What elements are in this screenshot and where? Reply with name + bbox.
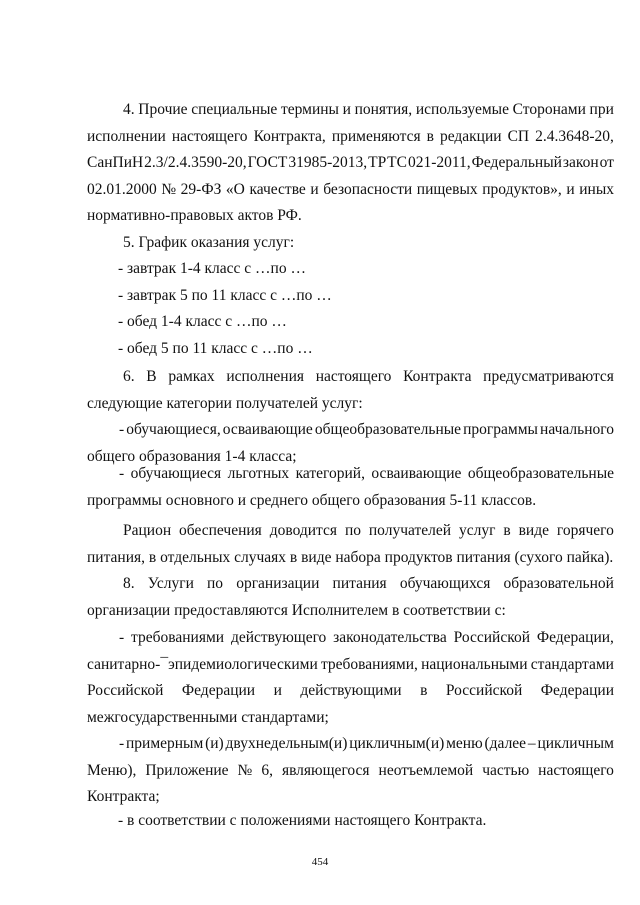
paragraph-8-line-2: организации предоставляются Исполнителем в соответствии с: [87, 601, 506, 619]
schedule-item: - завтрак 5 по 11 класс с …по … [118, 286, 332, 304]
paragraph-6b [87, 461, 614, 514]
paragraph-8b-line-2: Меню), Приложение № 6, являющегося неотъемлемой частью настоящего [87, 761, 614, 779]
schedule-item: - завтрак 1-4 класс с …по … [118, 260, 306, 277]
paragraph-4-line-1: 4. Прочие специальные термины и понятия, используемые Сторонами при [123, 101, 614, 118]
ration-line-2: питания, в отдельных случаях в виде набора продуктов питания (сухого пайка). [87, 548, 614, 566]
paragraph-5 [123, 230, 640, 257]
paragraph-8b [87, 731, 614, 811]
paragraph-5-text: 5. График оказания услуг: [123, 234, 295, 251]
ration-line-1: Рацион обеспечения доводится по получателей услуг в виде горячего [123, 522, 614, 539]
paragraph-8a-line-2: санитарно-¯эпидемиологическими требованиями, национальными стандартами [87, 655, 614, 673]
paragraph-6 [87, 364, 614, 417]
schedule-list [118, 256, 640, 362]
paragraph-4 [87, 97, 614, 230]
paragraph-6-line-2: следующие категории получателей услуг: [87, 394, 363, 412]
schedule-item: - обед 5 по 11 класс с …по … [118, 339, 313, 357]
paragraph-8a [87, 625, 614, 731]
paragraph-8b-line-3: Контракта; [87, 788, 160, 805]
paragraph-8b-line-1: - примерным (и) двухнедельным(и) цикличным(и) меню (далее – цикличным [119, 735, 614, 752]
paragraph-4-line-5: нормативно-правовых актов РФ. [87, 207, 302, 224]
paragraph-6a-line-1: - обучающиеся, осваивающие общеобразовательные программы начального [119, 421, 614, 438]
paragraph-6b-line-2: программы основного и среднего общего образования 5-11 классов. [87, 491, 537, 509]
paragraph-8a-line-3: Российской Федерации и действующими в Российской Федерации [87, 682, 614, 699]
paragraph-8a-line-4: межгосударственными стандартами; [87, 708, 329, 726]
paragraph-8c [118, 808, 640, 835]
paragraph-6b-line-1: - обучающиеся льготных категорий, осваивающие общеобразовательные [119, 465, 614, 482]
paragraph-8 [87, 571, 614, 624]
paragraph-8c-text: - в соответствии с положениями настоящего Контракта. [118, 812, 487, 829]
page-number: 454 [311, 856, 329, 868]
paragraph-4-line-3: СанПиН 2.3/2.4.3590-20, ГОСТ 31985-2013, ТР ТС 021-2011, Федеральный закон от [87, 154, 614, 171]
paragraph-4-line-4: 02.01.2000 № 29-ФЗ «О качестве и безопасности пищевых продуктов», и иных [87, 180, 614, 198]
ration-paragraph [87, 518, 614, 571]
paragraph-6a-line-2: общего образования 1-4 класса; [87, 447, 297, 465]
paragraph-4-line-2: исполнении настоящего Контракта, применяются в редакции СП 2.4.3648-20, [87, 127, 614, 145]
paragraph-8-line-1: 8. Услуги по организации питания обучающихся образовательной [123, 575, 614, 592]
paragraph-8a-line-1: - требованиями действующего законодательства Российской Федерации, [119, 629, 614, 646]
schedule-item: - обед 1-4 класс с …по … [118, 313, 287, 330]
paragraph-6-line-1: 6. В рамках исполнения настоящего Контракта предусматриваются [123, 368, 614, 385]
